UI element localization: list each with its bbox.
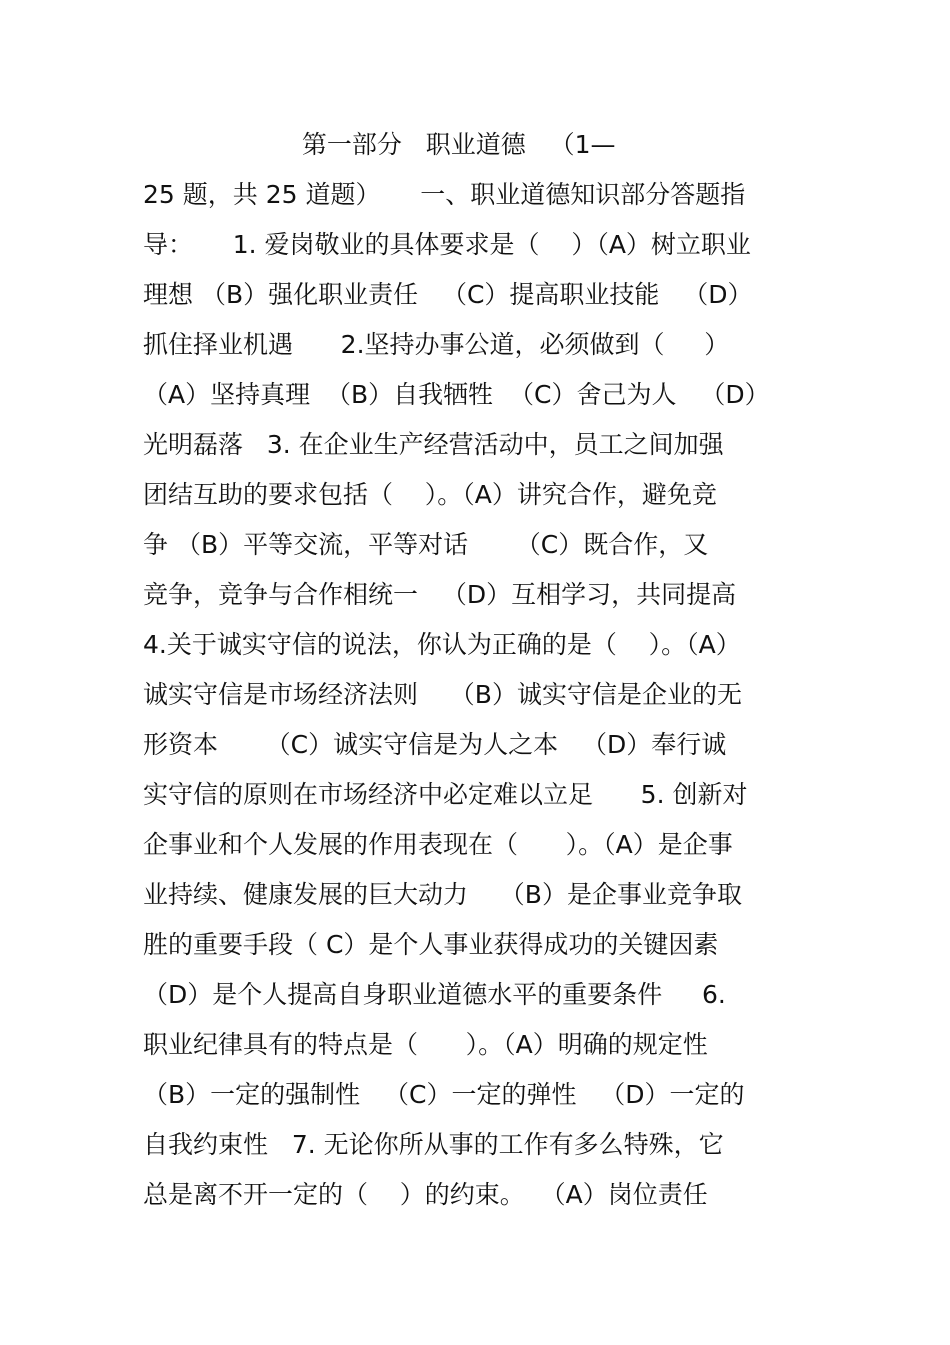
text-line: 抓住择业机遇 2.坚持办事公道，必须做到（ ） [143, 330, 730, 359]
text-line: （A）坚持真理 （B）自我牺牲 （C）舍己为人 （D） [143, 380, 770, 409]
text-line: （D）是个人提高自身职业道德水平的重要条件 6. [143, 980, 726, 1009]
text-line: 竞争，竞争与合作相统一 （D）互相学习，共同提高 [143, 580, 737, 609]
text-line: 4.关于诚实守信的说法，你认为正确的是（ ）。（A） [143, 630, 741, 659]
text-line: 诚实守信是市场经济法则 （B）诚实守信是企业的无 [143, 680, 742, 709]
text-line: 业持续、健康发展的巨大动力 （B）是企事业竞争取 [143, 880, 742, 909]
text-line: 企事业和个人发展的作用表现在（ ）。（A）是企事 [143, 830, 733, 859]
text-line: 第一部分 职业道德 （1— [143, 130, 616, 159]
text-line: 争 （B）平等交流，平等对话 （C）既合作，又 [143, 530, 709, 559]
text-line: 胜的重要手段（ C）是个人事业获得成功的关键因素 [143, 930, 719, 959]
text-line: 总是离不开一定的（ ）的约束。 （A）岗位责任 [143, 1180, 708, 1209]
text-line: 职业纪律具有的特点是（ ）。（A）明确的规定性 [143, 1030, 708, 1059]
text-line: 自我约束性 7. 无论你所从事的工作有多么特殊，它 [143, 1130, 724, 1159]
text-line: 光明磊落 3. 在企业生产经营活动中，员工之间加强 [143, 430, 724, 459]
text-line: 25 题，共 25 道题） 一、职业道德知识部分答题指 [143, 180, 746, 209]
text-line: 团结互助的要求包括（ ）。（A）讲究合作，避免竞 [143, 480, 717, 509]
text-line: 实守信的原则在市场经济中必定难以立足 5. 创新对 [143, 780, 748, 809]
text-line: （B）一定的强制性 （C）一定的弹性 （D）一定的 [143, 1080, 745, 1109]
text-line: 形资本 （C）诚实守信是为人之本 （D）奉行诚 [143, 730, 727, 759]
text-line: 理想 （B）强化职业责任 （C）提高职业技能 （D） [143, 280, 753, 309]
exam-text-block [143, 120, 833, 1220]
text-line: 导： 1. 爱岗敬业的具体要求是（ ）（A）树立职业 [143, 230, 751, 259]
